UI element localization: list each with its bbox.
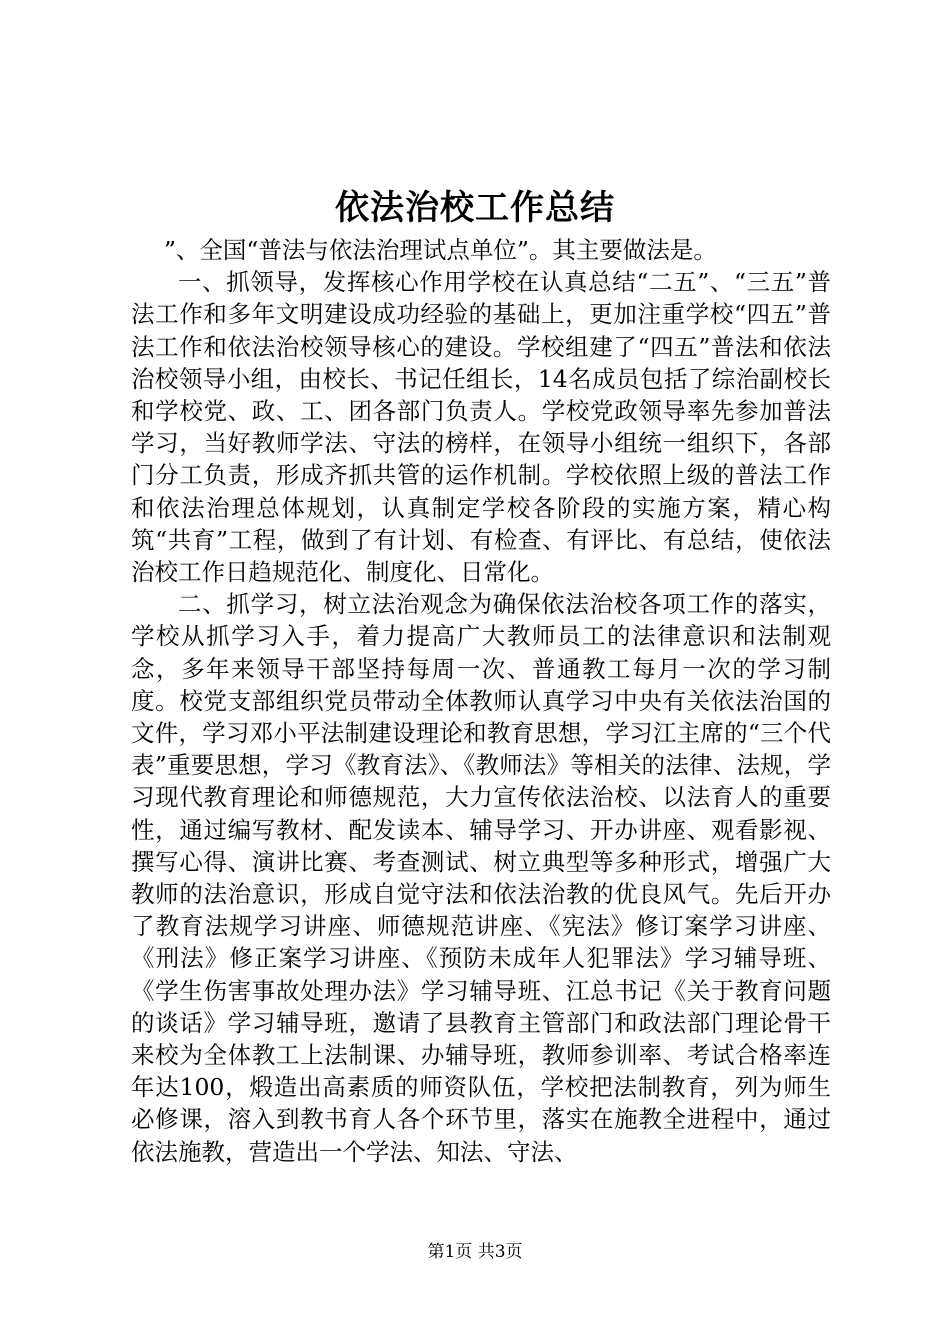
page-number-footer: 第1页 共3页: [427, 1242, 523, 1262]
paragraph-study: 二、抓学习，树立法治观念为确保依法治校各项工作的落实，学校从抓学习入手，着力提高广大教师员工的法律意识和法制观念，多年来领导干部坚持每周一次、普通教工每月一次的学习制度。校党支部组织党员带动全体教师认真学习中央有关依法治国的文件，学习邓小平法制建设理论和教育思想，学习江主席的“三个代表”重要思想，学习《教育法》、《教师法》等相关的法律、法规，学习现代教育理论和师德规范，大力宣传依法治校、以法育人的重要性，通过编写教材、配发读本、辅导学习、开办讲座、观看影视、撰写心得、演讲比赛、考查测试、树立典型等多种形式，增强广大教师的法治意识，形成自觉守法和依法治教的优良风气。先后开办了教育法规学习讲座、师德规范讲座、《宪法》修订案学习讲座、《刑法》修正案学习讲座、《预防未成年人犯罪法》学习辅导班、《学生伤害事故处理办法》学习辅导班、江总书记《关于教育问题的谈话》学习辅导班，邀请了县教育主管部门和政法部门理论骨干来校为全体教工上法制课、办辅导班，教师参训率、考试合格率连年达100，煅造出高素质的师资队伍，学校把法制教育，列为师生必修课，溶入到教书育人各个环节里，落实在施教全进程中，通过依法施教，营造出一个学法、知法、守法、: [131, 590, 831, 1166]
document-body: [131, 234, 831, 1168]
paragraph-intro: ”、全国“普法与依法治理试点单位”。其主要做法是。: [163, 236, 717, 264]
paragraph-leadership: 一、抓领导，发挥核心作用学校在认真总结“二五”、“三五”普法工作和多年文明建设成功经验的基础上，更加注重学校“四五”普法工作和依法治校领导核心的建设。学校组建了“四五”普法和依法治校领导小组，由校长、书记任组长，14名成员包括了综治副校长和学校党、政、工、团各部门负责人。学校党政领导率先参加普法学习，当好教师学法、守法的榜样，在领导小组统一组织下，各部门分工负责，形成齐抓共管的运作机制。学校依照上级的普法工作和依法治理总体规划，认真制定学校各阶段的实施方案，精心构筑“共育”工程，做到了有计划、有检查、有评比、有总结，使依法治校工作日趋规范化、制度化、日常化。: [131, 268, 831, 587]
document-title: 依法治校工作总结: [335, 188, 615, 228]
